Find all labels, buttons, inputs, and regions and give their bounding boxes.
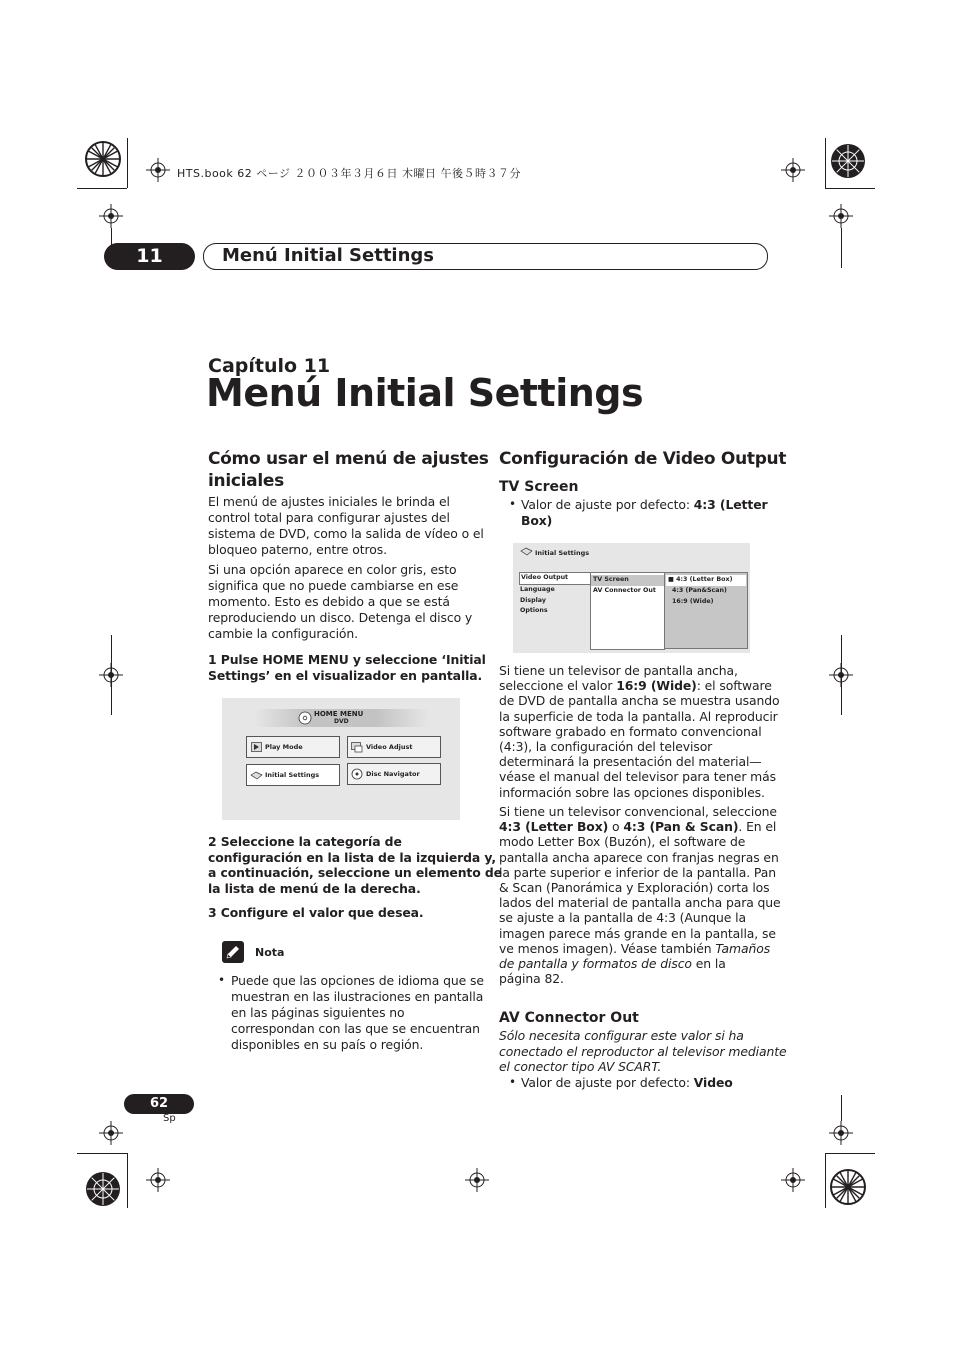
crop-line [127,1153,128,1208]
category-display[interactable]: Display [520,596,546,604]
step-3: 3 Configure el valor que desea. [208,905,424,920]
option-pan-scan[interactable]: 4:3 (Pan&Scan) [672,586,727,594]
bullet-icon: • [218,973,226,987]
crosshair-target-icon [99,204,123,228]
crop-line [841,1095,842,1121]
crop-line [77,188,127,189]
home-menu-subtitle: DVD [334,718,349,725]
registration-starburst-icon [84,140,122,178]
selected-square-icon: ■ [668,576,674,583]
crosshair-target-icon [781,158,805,182]
wide-tv-paragraph: Si tiene un televisor de pantalla ancha, seleccione el valor 16:9 (Wide): el software de DVD de pantalla ancha se muestra usando la superficie de toda la pantalla. Al reproducir software grabado en formato convencional (4:3), la configuración del televisor determinará la presentación del material— véase el manual del televisor para tener más información sobre las opciones disponibles. [499,663,780,800]
crosshair-target-icon [146,158,170,182]
note-text: Puede que las opciones de idioma que se muestran en las ilustraciones en pantalla en las páginas siguientes no correspondan con las que se encuentran disponibles en su país o región. [231,973,484,1052]
play-mode-icon [251,742,262,752]
disc-navigator-button[interactable]: Disc Navigator [347,763,441,785]
chapter-number-badge: 11 [104,243,195,270]
tv-screen-heading: TV Screen [499,479,579,495]
crop-line [825,1153,875,1154]
av-connector-default: Valor de ajuste por defecto: Video [521,1075,733,1090]
crop-line [825,188,875,189]
section-heading-como-usar: Cómo usar el menú de ajustes iniciales [208,449,489,491]
category-language[interactable]: Language [520,585,555,593]
intro-paragraph: El menú de ajustes iniciales le brinda el control total para configurar ajustes del sistema de DVD, como la salida de vídeo o el bloqueo paterno, entre otros. [208,494,484,557]
option-wide[interactable]: 16:9 (Wide) [672,597,714,605]
step-1: 1 Pulse HOME MENU y seleccione ‘Initial Settings’ en el visualizador en pantalla. [208,652,486,683]
note-pencil-icon [222,941,244,963]
crop-line [127,138,128,188]
initial-settings-button[interactable]: Initial Settings [246,764,340,786]
crop-line [841,635,842,715]
initial-settings-screen [513,543,750,653]
settings-icon [520,547,533,556]
disc-navigator-icon [351,768,363,780]
settings-icon [250,771,263,780]
item-av-connector-out[interactable]: AV Connector Out [593,586,656,594]
item-list [590,572,665,650]
page-title: Menú Initial Settings [206,371,644,415]
step-2: 2 Seleccione la categoría de configuración en la lista de la izquierda y, a continuación, seleccione un elemento de la lista de menú de la derecha. [208,834,502,896]
crosshair-target-icon [781,1168,805,1192]
home-menu-screen [222,698,460,820]
bullet-icon: • [509,1075,517,1089]
crosshair-target-icon [829,1121,853,1145]
crop-line [841,228,842,268]
option-list [664,572,748,649]
registration-starburst-icon [829,142,867,180]
home-menu-title: HOME MENU [314,710,364,718]
crop-line [77,1153,127,1154]
av-connector-note: Sólo necesita configurar este valor si ha conectado el reproductor al televisor mediante el conector tipo AV SCART. [499,1028,787,1074]
disc-icon [298,711,312,725]
section-heading-video-output: Configuración de Video Output [499,449,787,469]
chapter-label: Capítulo 11 [208,355,331,377]
crosshair-target-icon [829,204,853,228]
category-options[interactable]: Options [520,607,548,615]
gray-option-paragraph: Si una opción aparece en color gris, esto significa que no puede cambiarse en ese momento. Esto es debido a que se está reproduciendo un disco. Detenga el disco y cambie la configuración. [208,562,473,641]
header-title: Menú Initial Settings [222,245,435,266]
play-mode-button[interactable]: Play Mode [246,736,340,758]
crosshair-target-icon [465,1168,489,1192]
category-video-output[interactable]: Video Output [519,572,594,585]
crosshair-target-icon [146,1168,170,1192]
tv-screen-default: Valor de ajuste por defecto: 4:3 (Letter Box) [521,497,768,528]
initial-settings-title: Initial Settings [535,549,590,557]
crop-line [825,138,826,188]
note-label: Nota [255,946,285,959]
av-connector-heading: AV Connector Out [499,1010,639,1026]
conventional-tv-paragraph: Si tiene un televisor convencional, seleccione 4:3 (Letter Box) o 4:3 (Pan & Scan). En el modo Letter Box (Buzón), el software de pantalla ancha aparece con franjas negras en la parte superior e inferior de la pantalla. Pan & Scan (Panorámica y Exploración) corta los lados del material de pantalla ancha para que se ajuste a la pantalla de 4:3 (Aunque la imagen parece más grande en la pantalla, se ve menos imagen). Véase también Tamaños de pantalla y formatos de disco en la página 82. [499,804,781,987]
video-adjust-button[interactable]: Video Adjust [347,736,441,758]
registration-starburst-icon [84,1170,122,1208]
option-letter-box[interactable]: ■ 4:3 (Letter Box) [666,575,746,586]
crop-line [111,635,112,715]
crosshair-target-icon [99,1121,123,1145]
page-number-badge: 62 [124,1094,194,1114]
page-language: Sp [163,1113,176,1124]
bullet-icon: • [509,497,517,511]
video-adjust-icon [351,741,363,753]
registration-starburst-icon [829,1168,867,1206]
print-info: HTS.book 62 ページ ２００３年３月６日 木曜日 午後５時３７分 [177,167,522,180]
item-tv-screen[interactable]: TV Screen [591,575,664,586]
category-list [519,572,594,617]
crop-line [825,1153,826,1208]
